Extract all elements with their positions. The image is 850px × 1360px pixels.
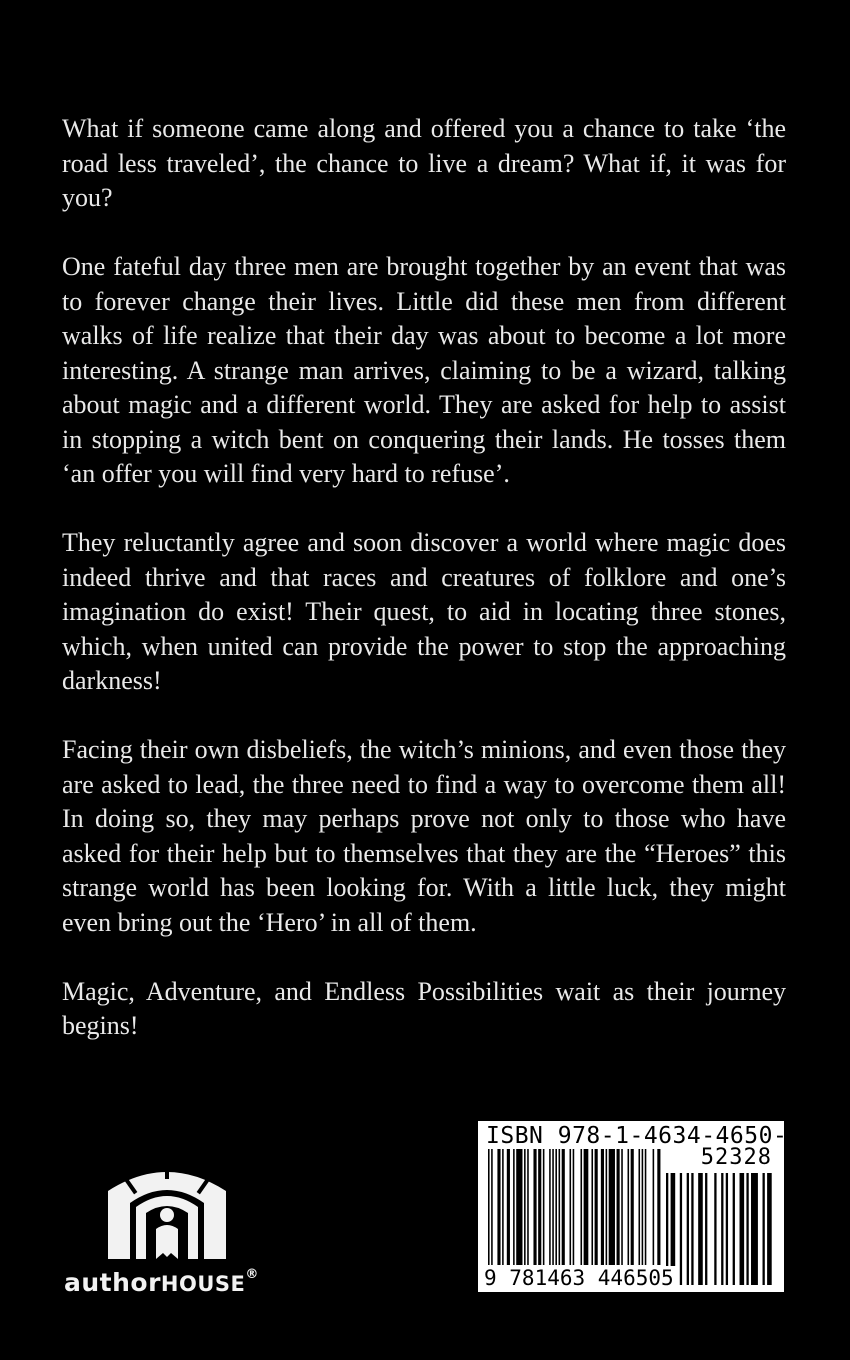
blurb-paragraph-3: They reluctantly agree and soon discover a world where magic does indeed thrive and that races and creatures of folklore and one’s imagination do exist! Their quest, to aid in locating three stones, which, when united can provide the power to stop the approaching darkness! xyxy=(62,528,786,695)
ean-digits: 9 781463 446505 xyxy=(484,1266,674,1290)
publisher-logo xyxy=(64,1155,284,1305)
publisher-name-upper: HOUSE xyxy=(160,1272,246,1296)
authorhouse-logo-icon xyxy=(104,1155,230,1261)
publisher-name-lower: author xyxy=(64,1268,161,1297)
publisher-name xyxy=(64,1268,259,1297)
blurb-paragraph-4: Facing their own disbeliefs, the witch’s minions, and even those they are asked to lead, the three need to find a way to overcome them all! In doing so, they may perhaps prove not only to those who have asked for their help but to themselves that they are the “Heroes” this strange world has been looking for. With a little luck, they might even bring out the ‘Hero’ in all of them. xyxy=(62,735,786,937)
blurb-paragraph-1: What if someone came along and offered you a chance to take ‘the road less traveled’, the chance to live a dream? What if, it was for you? xyxy=(62,114,786,212)
isbn-barcode xyxy=(478,1121,802,1292)
trademark-symbol: ® xyxy=(245,1266,259,1282)
ean-barcode-bars xyxy=(488,1149,662,1265)
back-cover-blurb xyxy=(62,112,786,1044)
blurb-paragraph-5: Magic, Adventure, and Endless Possibilities wait as their journey begins! xyxy=(62,976,786,1040)
addon-barcode-bars xyxy=(666,1173,774,1285)
price-code: 52328 xyxy=(700,1145,772,1170)
blurb-paragraph-2: One fateful day three men are brought together by an event that was to forever change their lives. Little did these men from different walks of life realize that their day was about to become a lot more interesting. A strange man arrives, claiming to be a wizard, talking about magic and a different world. They are asked for help to assist in stopping a witch bent on conquering their lands. He tosses them ‘an offer you will find very hard to refuse’. xyxy=(62,252,786,488)
isbn-text: ISBN 978-1-4634-4650-5 xyxy=(486,1123,802,1149)
